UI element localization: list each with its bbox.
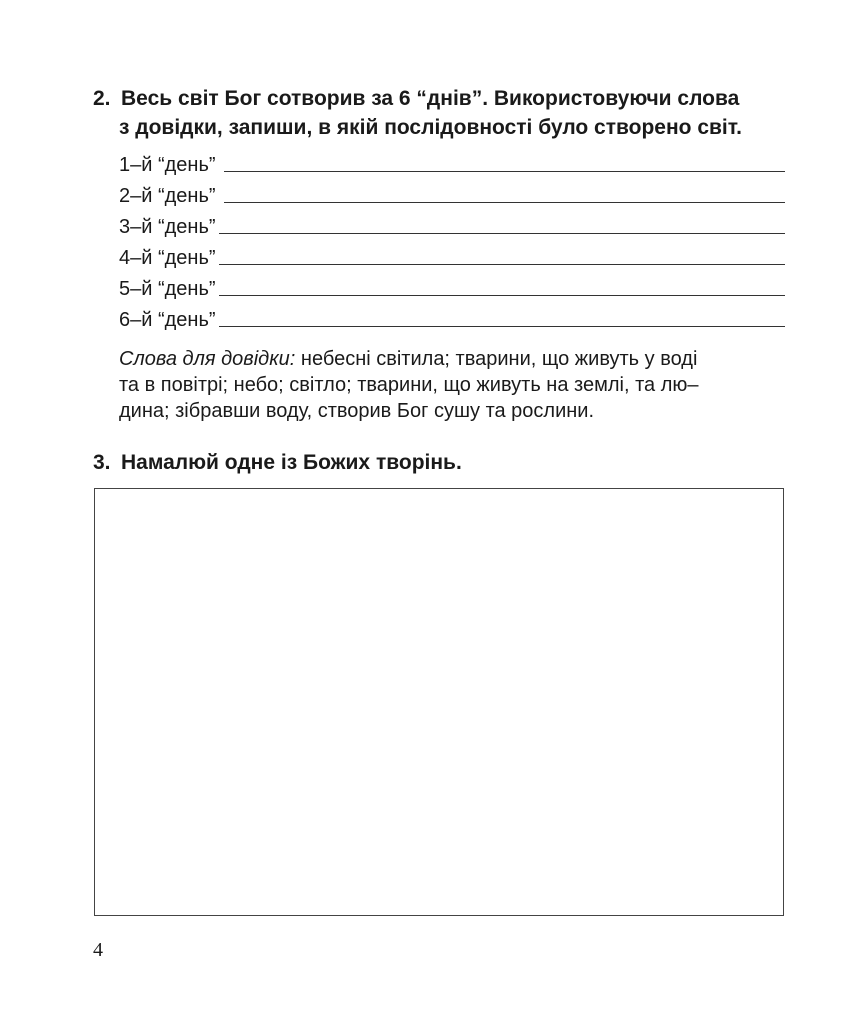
task-3-title-text: Намалюй одне із Божих творінь. <box>121 451 462 474</box>
task-2-title-line-1: Весь світ Бог сотворив за 6 “днів”. Використовуючи слова <box>121 87 740 110</box>
day-label-4: 4–й “день” <box>119 247 216 269</box>
day-row-1 <box>119 146 785 177</box>
day-row-3 <box>119 208 785 239</box>
day-label-2: 2–й “день” <box>119 185 222 207</box>
task-3-title <box>93 448 785 477</box>
reference-line-2: та в повітрі; небо; світло; тварини, що живуть на землі, та лю– <box>119 374 699 396</box>
day-row-4 <box>119 239 785 270</box>
day-label-5: 5–й “день” <box>119 278 216 300</box>
day-label-1: 1–й “день” <box>119 154 222 176</box>
task-2 <box>93 84 785 424</box>
answer-line-1[interactable] <box>224 170 785 172</box>
reference-line-3: дина; зібравши воду, створив Бог сушу та рослини. <box>119 400 595 422</box>
answer-line-4[interactable] <box>219 263 785 265</box>
day-label-3: 3–й “день” <box>119 216 216 238</box>
answer-line-6[interactable] <box>219 325 785 327</box>
answer-line-3[interactable] <box>219 232 785 234</box>
drawing-box[interactable] <box>94 488 784 916</box>
day-row-6 <box>119 301 785 332</box>
reference-words <box>93 346 785 424</box>
task-2-number: 2. <box>93 87 111 110</box>
answer-line-2[interactable] <box>224 201 785 203</box>
task-3 <box>93 448 785 477</box>
task-3-number: 3. <box>93 451 111 474</box>
day-label-6: 6–й “день” <box>119 309 216 331</box>
answer-line-5[interactable] <box>219 294 785 296</box>
page-number: 4 <box>93 939 103 961</box>
day-answer-list <box>93 146 785 332</box>
reference-line-1: небесні світила; тварини, що живуть у воді <box>295 348 698 370</box>
task-2-title-line-2: з довідки, запиши, в якій послідовності було створено світ. <box>119 116 743 139</box>
task-2-title <box>93 84 785 142</box>
day-row-2 <box>119 177 785 208</box>
day-row-5 <box>119 270 785 301</box>
reference-label: Слова для довідки: <box>119 348 296 370</box>
